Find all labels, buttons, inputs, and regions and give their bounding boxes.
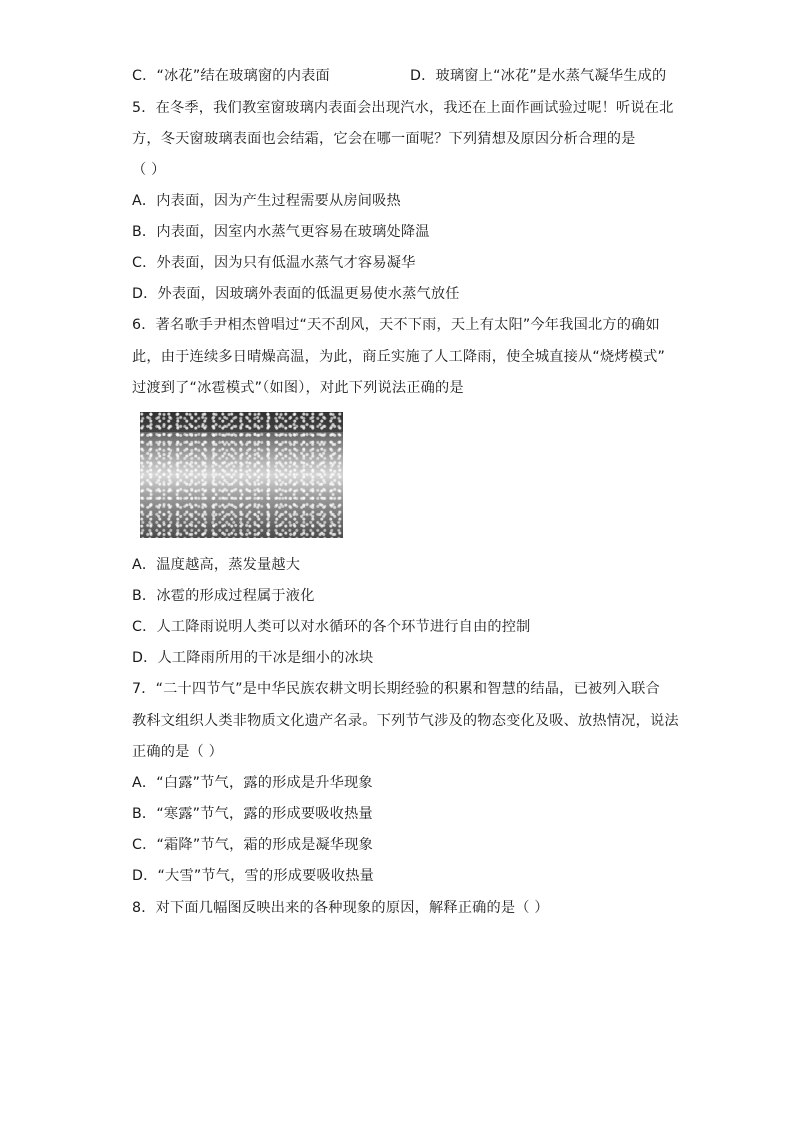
q5-stem-line2: 方，冬天窗玻璃表面也会结霜，它会在哪一面呢？下列猜想及原因分析合理的是 xyxy=(132,131,636,147)
q5-stem-line3: （ ） xyxy=(132,162,166,178)
q7-option-b: B．“寒露”节气，露的形成要吸收热量 xyxy=(132,806,373,822)
q6-stem-line2: 此，由于连续多日晴燥高温，为此，商丘实施了人工降雨，使全城直接从“烧烤模式” xyxy=(132,349,666,365)
q7-stem-line1: 7．“二十四节气”是中华民族农耕文明长期经验的积累和智慧的结晶，已被列入联合 xyxy=(132,681,660,697)
q6-option-a: A．温度越高，蒸发量越大 xyxy=(132,557,301,573)
q6-option-c: C．人工降雨说明人类可以对水循环的各个环节进行自由的控制 xyxy=(132,619,531,635)
q4-option-d: D．玻璃窗上“冰花”是水蒸气凝华生成的 xyxy=(410,68,667,84)
q7-stem-line3: 正确的是（ ） xyxy=(132,744,224,760)
q7-option-c: C．“霜降”节气，霜的形成是凝华现象 xyxy=(132,837,374,853)
hail-photo xyxy=(140,412,343,538)
q5-option-d: D．外表面，因玻璃外表面的低温更易使水蒸气放任 xyxy=(132,286,460,302)
q6-stem-line1: 6．著名歌手尹相杰曾唱过“天不刮风，天不下雨，天上有太阳”今年我国北方的确如 xyxy=(132,317,660,333)
q4-option-c: C．“冰花”结在玻璃窗的内表面 xyxy=(132,68,330,84)
q7-option-a: A．“白露”节气，露的形成是升华现象 xyxy=(132,775,373,791)
q6-option-d: D．人工降雨所用的干冰是细小的冰块 xyxy=(132,650,374,666)
q8-stem-line1: 8．对下面几幅图反映出来的各种现象的原因，解释正确的是（ ） xyxy=(132,900,549,916)
q5-option-c: C．外表面，因为只有低温水蒸气才容易凝华 xyxy=(132,255,416,271)
q5-option-b: B．内表面，因室内水蒸气更容易在玻璃处降温 xyxy=(132,224,430,240)
q5-option-a: A．内表面，因为产生过程需要从房间吸热 xyxy=(132,193,401,209)
hail-texture xyxy=(140,412,343,538)
q7-stem-line2: 教科文组织人类非物质文化遗产名录。下列节气涉及的物态变化及吸、放热情况，说法 xyxy=(132,713,679,729)
q7-option-d: D．“大雪”节气，雪的形成要吸收热量 xyxy=(132,868,375,884)
q5-stem-line1: 5．在冬季，我们教室窗玻璃内表面会出现汽水，我还在上面作画试验过呢！听说在北 xyxy=(132,100,674,116)
q6-option-b: B．冰雹的形成过程属于液化 xyxy=(132,588,315,604)
q6-stem-line3: 过渡到了“冰雹模式”（如图），对此下列说法正确的是 xyxy=(132,380,464,396)
